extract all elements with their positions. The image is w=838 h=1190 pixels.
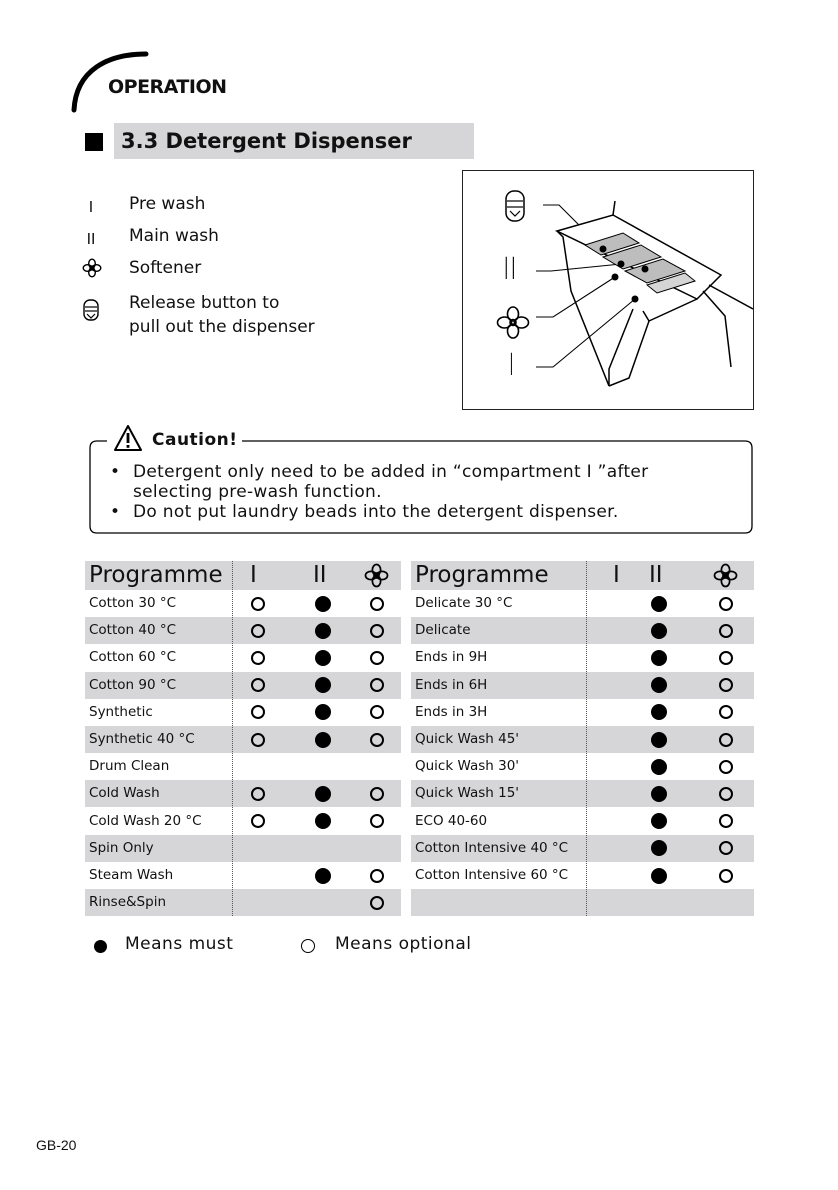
caution-bullet-2: [110, 502, 750, 524]
table-row: [85, 835, 401, 862]
caution-bullet-1-line2: selecting pre-wash function.: [133, 482, 382, 502]
programme-header: Programme: [89, 562, 223, 588]
table-row: [85, 644, 401, 671]
optional-marker: [370, 624, 384, 638]
programme-name: Synthetic 40 °C: [89, 731, 195, 747]
diagram-label-pre-wash: I: [508, 348, 515, 383]
table-row: [411, 835, 754, 862]
programme-name: Quick Wash 45': [415, 731, 519, 747]
caution-title: Caution!: [148, 430, 242, 450]
table-row: [85, 753, 401, 780]
optional-marker: [719, 597, 733, 611]
must-marker: [315, 786, 331, 802]
must-marker: [315, 732, 331, 748]
table-row: [85, 699, 401, 726]
programme-header: Programme: [415, 562, 549, 588]
must-marker: [651, 732, 667, 748]
table-row: [85, 672, 401, 699]
table-row: [411, 753, 754, 780]
release-button-label-line1: Release button to: [129, 293, 280, 313]
column-divider: [232, 561, 233, 916]
programme-name: Delicate 30 °C: [415, 595, 513, 611]
optional-marker: [370, 705, 384, 719]
dispenser-diagram: [462, 170, 754, 410]
table-row: [411, 889, 754, 916]
section-title: 3.3 Detergent Dispenser: [121, 129, 412, 153]
programme-name: Synthetic: [89, 703, 153, 720]
diagram-release-icon: [506, 191, 524, 221]
must-marker: [651, 596, 667, 612]
optional-marker: [251, 733, 265, 747]
optional-marker: [251, 787, 265, 801]
diagram-label-main-wash: II: [502, 252, 517, 287]
bullet-dot: •: [110, 462, 121, 482]
optional-marker: [370, 869, 384, 883]
optional-marker: [719, 869, 733, 883]
table-row: [411, 862, 754, 889]
programme-name: [411, 889, 415, 916]
caution-bullet-2-line1: Do not put laundry beads into the detergent dispenser.: [133, 502, 619, 522]
optional-marker: [719, 678, 733, 692]
must-marker: [94, 940, 107, 953]
optional-marker: [251, 624, 265, 638]
caution-bullet-1: [110, 462, 750, 504]
section-marker: [85, 133, 103, 151]
programme-name: Quick Wash 15': [415, 785, 519, 802]
table-row: [411, 780, 754, 807]
programme-table-right: [411, 561, 754, 917]
table-header-row: [85, 561, 401, 590]
programme-name: Cold Wash: [89, 785, 160, 802]
must-marker: [315, 623, 331, 639]
programme-table-left: [85, 561, 401, 917]
table-row: [411, 726, 754, 753]
optional-marker: [301, 939, 315, 953]
programme-name: Spin Only: [89, 839, 154, 856]
table-row: [85, 726, 401, 753]
optional-marker: [719, 705, 733, 719]
caution-bullet-1-line1: Detergent only need to be added in “compartment I ”after: [133, 462, 649, 482]
optional-marker: [251, 678, 265, 692]
must-marker: [651, 868, 667, 884]
programme-name: Cotton 90 °C: [89, 676, 177, 693]
main-wash-symbol: II: [86, 230, 96, 248]
programme-name: Cotton 30 °C: [89, 595, 177, 611]
programme-name: Cotton Intensive 60 °C: [415, 867, 569, 883]
release-button-icon: [83, 299, 99, 321]
table-row: [85, 617, 401, 644]
must-marker: [651, 813, 667, 829]
programme-name: Quick Wash 30': [415, 758, 519, 775]
bullet-dot: •: [110, 502, 121, 522]
must-marker: [651, 704, 667, 720]
must-marker: [651, 650, 667, 666]
programme-name: Cotton 40 °C: [89, 622, 177, 639]
optional-marker: [251, 814, 265, 828]
programme-name: Cold Wash 20 °C: [89, 812, 202, 829]
page-number: GB-20: [36, 1137, 77, 1153]
release-button-label-line2: pull out the dispenser: [129, 317, 315, 337]
must-marker: [651, 786, 667, 802]
optional-marker: [719, 841, 733, 855]
table-row: [85, 889, 401, 916]
must-marker: [651, 677, 667, 693]
dispenser-drawing: [463, 171, 753, 409]
pre-wash-column-header: I: [250, 562, 257, 588]
programme-name: Cotton 60 °C: [89, 649, 177, 666]
optional-marker: [719, 814, 733, 828]
column-divider: [586, 561, 587, 916]
optional-marker: [370, 597, 384, 611]
pre-wash-label: Pre wash: [129, 194, 206, 214]
programme-name: Drum Clean: [89, 758, 170, 775]
optional-marker: [719, 624, 733, 638]
table-row: [411, 808, 754, 835]
programme-name: Ends in 9H: [415, 649, 488, 666]
diagram-softener-icon: [498, 307, 529, 338]
softener-icon: [82, 258, 102, 278]
must-marker: [315, 868, 331, 884]
table-row: [411, 590, 754, 617]
table-row: [85, 780, 401, 807]
main-wash-label: Main wash: [129, 226, 219, 246]
optional-marker: [251, 705, 265, 719]
must-marker: [315, 704, 331, 720]
optional-marker: [719, 787, 733, 801]
optional-marker: [370, 678, 384, 692]
must-marker: [651, 840, 667, 856]
must-legend-label: Means must: [125, 934, 234, 954]
table-row: [411, 644, 754, 671]
optional-marker: [251, 597, 265, 611]
table-row: [85, 590, 401, 617]
programme-name: Delicate: [415, 622, 471, 639]
warning-icon: [113, 424, 143, 452]
optional-marker: [719, 733, 733, 747]
softener-label: Softener: [129, 258, 202, 278]
programme-name: Cotton Intensive 40 °C: [415, 839, 569, 856]
must-marker: [315, 650, 331, 666]
programme-name: Rinse&Spin: [89, 894, 166, 911]
programme-name: Steam Wash: [89, 867, 174, 883]
must-marker: [651, 759, 667, 775]
header-title: OPERATION: [108, 76, 227, 98]
optional-marker: [370, 814, 384, 828]
programme-name: Ends in 6H: [415, 676, 488, 693]
optional-marker: [719, 651, 733, 665]
table-row: [411, 699, 754, 726]
softener-column-icon: [364, 563, 389, 592]
optional-marker: [370, 733, 384, 747]
pre-wash-column-header: I: [613, 562, 620, 588]
table-row: [85, 862, 401, 889]
must-marker: [315, 596, 331, 612]
must-marker: [315, 677, 331, 693]
table-header-row: [411, 561, 754, 590]
pre-wash-symbol: I: [88, 198, 94, 216]
table-row: [411, 672, 754, 699]
table-row: [411, 617, 754, 644]
optional-marker: [370, 651, 384, 665]
softener-column-icon: [713, 563, 738, 592]
optional-marker: [719, 760, 733, 774]
main-wash-column-header: II: [313, 562, 327, 588]
programme-name: ECO 40-60: [415, 812, 488, 829]
must-marker: [651, 623, 667, 639]
table-row: [85, 808, 401, 835]
optional-legend-label: Means optional: [335, 934, 472, 954]
optional-marker: [370, 896, 384, 910]
optional-marker: [370, 787, 384, 801]
optional-marker: [251, 651, 265, 665]
main-wash-column-header: II: [649, 562, 663, 588]
programme-name: Ends in 3H: [415, 703, 488, 720]
must-marker: [315, 813, 331, 829]
